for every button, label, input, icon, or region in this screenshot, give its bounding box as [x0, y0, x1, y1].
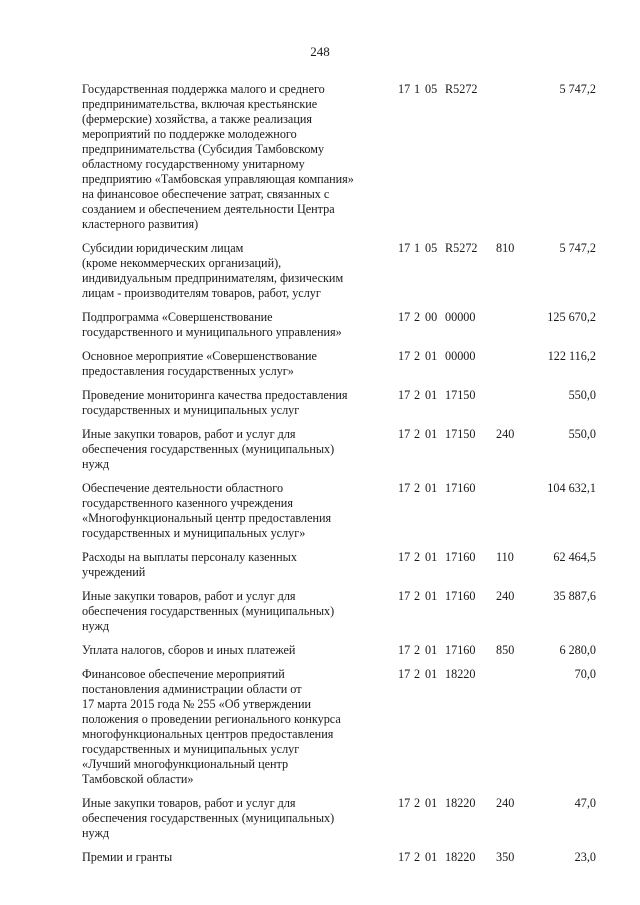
table-row	[82, 589, 602, 634]
row-description: Субсидии юридическим лицам (кроме некоммерческих организаций), индивидуальным предпринимателям, физическим лицам - производителям товаров, работ, услуг	[82, 241, 344, 300]
row-description: Подпрограмма «Совершенствование государственного и муниципального управления»	[82, 310, 342, 339]
row-amount: 5 747,2	[559, 82, 596, 96]
row-amount: 125 670,2	[547, 310, 596, 324]
row-code-part: R5272	[445, 82, 478, 96]
row-description: Иные закупки товаров, работ и услуг для обеспечения государственных (муниципальных) нужд	[82, 796, 335, 840]
row-description: Финансовое обеспечение мероприятий постановления администрации области от 17 марта 2015 года № 255 «Об утверждении положения о проведении регионального конкурса многофункциональных центров предоставления государственных и муниципальных услуг «Лучший многофункциональный центр Тамбовской области»	[82, 667, 341, 786]
row-code	[398, 796, 492, 811]
row-code-part: 17	[398, 589, 411, 603]
row-code	[398, 481, 492, 496]
row-code-part: 17	[398, 550, 411, 564]
row-code	[398, 349, 492, 364]
row-code-part: 17160	[445, 643, 476, 657]
row-code-part: 17	[398, 241, 411, 255]
row-amount: 5 747,2	[559, 241, 596, 255]
row-amount: 550,0	[568, 388, 596, 402]
row-code	[398, 589, 492, 604]
row-code-part: 01	[425, 643, 438, 657]
table-row	[82, 349, 602, 379]
row-description: Уплата налогов, сборов и иных платежей	[82, 643, 296, 657]
row-expense-type: 240	[496, 796, 515, 810]
row-code-part: 18220	[445, 667, 476, 681]
row-amount: 47,0	[574, 796, 596, 810]
table-row	[82, 481, 602, 541]
row-code	[398, 850, 492, 865]
row-code-part: 17	[398, 388, 411, 402]
row-code-part: 18220	[445, 796, 476, 810]
row-code-part: 05	[425, 82, 438, 96]
row-code	[398, 310, 492, 325]
page-number: 248	[310, 44, 330, 59]
row-amount: 550,0	[568, 427, 596, 441]
row-amount: 122 116,2	[547, 349, 596, 363]
table-row	[82, 796, 602, 841]
table-row	[82, 241, 602, 301]
table-row	[82, 427, 602, 472]
row-code-part: 17	[398, 667, 411, 681]
table-row	[82, 550, 602, 580]
row-expense-type: 810	[496, 241, 515, 255]
table-row	[82, 310, 602, 340]
row-code	[398, 427, 492, 442]
row-code-part: 01	[425, 427, 438, 441]
row-code-part: 17	[398, 850, 411, 864]
row-code-part: 01	[425, 550, 438, 564]
row-code-part: 17	[398, 427, 411, 441]
row-description: Иные закупки товаров, работ и услуг для обеспечения государственных (муниципальных) нужд	[82, 427, 335, 471]
row-code	[398, 667, 492, 682]
row-code	[398, 550, 492, 565]
row-code-part: 01	[425, 388, 438, 402]
row-code-part: 1	[414, 241, 421, 255]
row-code-part: 17160	[445, 589, 476, 603]
row-amount: 35 887,6	[553, 589, 596, 603]
row-description: Обеспечение деятельности областного государственного казенного учреждения «Многофункциональный центр предоставления государственных и муниципальных услуг»	[82, 481, 332, 540]
row-code-part: 00	[425, 310, 438, 324]
row-code-part: 2	[414, 643, 421, 657]
row-code-part: 00000	[445, 310, 476, 324]
table-row	[82, 388, 602, 418]
row-code-part: 2	[414, 388, 421, 402]
row-description: Расходы на выплаты персоналу казенных учреждений	[82, 550, 297, 579]
row-expense-type: 240	[496, 427, 515, 441]
row-code	[398, 82, 492, 97]
row-description: Проведение мониторинга качества предоставления государственных и муниципальных услуг	[82, 388, 348, 417]
row-code-part: 2	[414, 796, 421, 810]
row-code-part: 01	[425, 796, 438, 810]
row-code-part: 01	[425, 349, 438, 363]
table-row	[82, 667, 602, 787]
row-code-part: R5272	[445, 241, 478, 255]
row-description: Государственная поддержка малого и среднего предпринимательства, включая крестьянские (фермерские) хозяйства, а также реализация мероприятий по поддержке молодежного предпринимательства (Субсидия Тамбовскому областному государственному унитарному предприятию «Тамбовская управляющая компания» на финансовое обеспечение затрат, связанных с созданием и обеспечением деятельности Центра кластерного развития)	[82, 82, 354, 231]
table-row	[82, 850, 602, 865]
row-code-part: 2	[414, 481, 421, 495]
row-code-part: 17	[398, 349, 411, 363]
row-expense-type: 110	[496, 550, 514, 564]
row-expense-type: 350	[496, 850, 515, 864]
row-code-part: 2	[414, 550, 421, 564]
row-code-part: 2	[414, 667, 421, 681]
row-code-part: 17150	[445, 427, 476, 441]
row-amount: 62 464,5	[553, 550, 596, 564]
row-code-part: 17160	[445, 481, 476, 495]
row-description: Премии и гранты	[82, 850, 173, 864]
row-code-part: 01	[425, 589, 438, 603]
row-code-part: 2	[414, 850, 421, 864]
row-code-part: 01	[425, 481, 438, 495]
row-code	[398, 241, 492, 256]
row-code-part: 1	[414, 82, 421, 96]
row-amount: 104 632,1	[547, 481, 596, 495]
row-code-part: 17	[398, 643, 411, 657]
row-code	[398, 643, 492, 658]
row-code-part: 00000	[445, 349, 476, 363]
row-expense-type: 240	[496, 589, 515, 603]
row-code-part: 17160	[445, 550, 476, 564]
row-code-part: 18220	[445, 850, 476, 864]
row-code-part: 17	[398, 82, 411, 96]
row-expense-type: 850	[496, 643, 515, 657]
table-row	[82, 643, 602, 658]
table-row	[82, 82, 602, 232]
budget-table	[82, 82, 602, 874]
row-code-part: 17	[398, 481, 411, 495]
row-description: Основное мероприятие «Совершенствование предоставления государственных услуг»	[82, 349, 317, 378]
row-amount: 23,0	[574, 850, 596, 864]
row-code-part: 17	[398, 310, 411, 324]
row-code-part: 01	[425, 667, 438, 681]
row-code-part: 2	[414, 427, 421, 441]
row-code	[398, 388, 492, 403]
row-amount: 70,0	[574, 667, 596, 681]
row-code-part: 17	[398, 796, 411, 810]
row-code-part: 2	[414, 349, 421, 363]
row-amount: 6 280,0	[559, 643, 596, 657]
row-code-part: 05	[425, 241, 438, 255]
row-code-part: 01	[425, 850, 438, 864]
row-code-part: 17150	[445, 388, 476, 402]
row-description: Иные закупки товаров, работ и услуг для обеспечения государственных (муниципальных) нужд	[82, 589, 335, 633]
row-code-part: 2	[414, 310, 421, 324]
row-code-part: 2	[414, 589, 421, 603]
